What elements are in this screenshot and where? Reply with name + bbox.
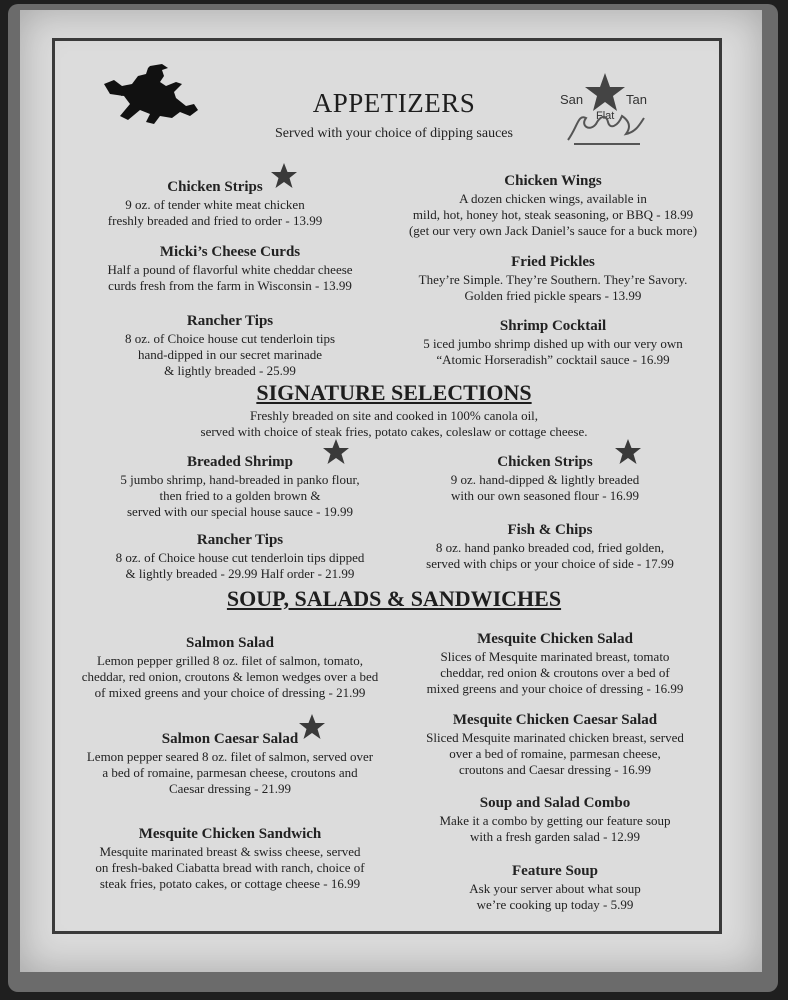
item-name: Rancher Tips bbox=[196, 532, 284, 548]
item-name: Soup and Salad Combo bbox=[479, 795, 631, 811]
item-description: “Atomic Horseradish” cocktail sauce - 16.99 bbox=[436, 352, 670, 367]
menu-item bbox=[80, 453, 400, 520]
item-description: with a fresh garden salad - 12.99 bbox=[469, 829, 641, 844]
item-description: Ask your server about what soup bbox=[469, 881, 641, 896]
item-description: Half a pound of flavorful white cheddar cheese bbox=[107, 262, 353, 277]
menu-item bbox=[60, 312, 400, 379]
item-description: with our own seasoned flour - 16.99 bbox=[450, 488, 640, 503]
menu-item bbox=[60, 730, 400, 797]
signature-subtitle: served with choice of steak fries, potato cakes, coleslaw or cottage cheese. bbox=[200, 424, 588, 439]
menu-item bbox=[60, 634, 400, 701]
item-name: Fish & Chips bbox=[507, 522, 593, 538]
menu-item bbox=[80, 531, 400, 582]
item-name: Salmon Salad bbox=[186, 635, 274, 651]
item-description: we’re cooking up today - 5.99 bbox=[476, 897, 634, 912]
item-description: a bed of romaine, parmesan cheese, croutons and bbox=[102, 765, 358, 780]
item-description: 5 iced jumbo shrimp dished up with our very own bbox=[423, 336, 683, 351]
item-description: over a bed of romaine, parmesan cheese, bbox=[449, 746, 661, 761]
item-description: (get our very own Jack Daniel’s sauce for a buck more) bbox=[408, 223, 698, 238]
item-description: served with chips or your choice of side - 17.99 bbox=[426, 556, 674, 571]
item-name: Chicken Wings bbox=[504, 173, 602, 189]
item-description: Mesquite marinated breast & swiss cheese, served bbox=[99, 844, 361, 859]
logo-word-tan: Tan bbox=[626, 92, 647, 107]
item-name: Chicken Strips bbox=[497, 454, 593, 470]
item-name: Rancher Tips bbox=[186, 313, 274, 329]
menu-item bbox=[368, 172, 738, 239]
menu-item bbox=[410, 794, 700, 845]
item-name: Mesquite Chicken Salad bbox=[477, 631, 633, 647]
logo-word-flat: Flat bbox=[596, 110, 615, 122]
menu-item bbox=[60, 178, 370, 229]
item-description: 8 oz. of Choice house cut tenderloin tips bbox=[124, 331, 336, 346]
menu-item bbox=[60, 243, 400, 294]
appetizers-subtitle: Served with your choice of dipping sauces bbox=[275, 126, 513, 141]
item-description: served with our special house sauce - 19.99 bbox=[127, 504, 353, 519]
item-description: hand-dipped in our secret marinade bbox=[137, 347, 323, 362]
item-description: Slices of Mesquite marinated breast, tomato bbox=[440, 649, 670, 664]
item-name: Salmon Caesar Salad bbox=[161, 731, 299, 747]
menu-item bbox=[378, 317, 728, 368]
item-description: A dozen chicken wings, available in bbox=[459, 191, 647, 206]
item-name: Breaded Shrimp bbox=[187, 454, 293, 470]
item-description: mixed greens and your choice of dressing - 16.99 bbox=[426, 681, 684, 696]
item-name: Feature Soup bbox=[512, 863, 598, 879]
menu-item bbox=[378, 253, 728, 304]
appetizers-title: APPETIZERS bbox=[312, 88, 476, 118]
item-description: croutons and Caesar dressing - 16.99 bbox=[458, 762, 652, 777]
item-description: Make it a combo by getting our feature soup bbox=[439, 813, 671, 828]
soup-salads-sandwiches-title: SOUP, SALADS & SANDWICHES bbox=[226, 586, 562, 611]
item-description: freshly breaded and fried to order - 13.99 bbox=[107, 213, 323, 228]
item-description: Caesar dressing - 21.99 bbox=[168, 781, 292, 796]
item-name: Shrimp Cocktail bbox=[499, 318, 607, 334]
menu-item bbox=[400, 711, 710, 778]
item-description: & lightly breaded - 29.99 Half order - 21.99 bbox=[125, 566, 355, 581]
menu-item bbox=[400, 521, 700, 572]
signature-subtitle: Freshly breaded on site and cooked in 100% canola oil, bbox=[249, 408, 539, 423]
item-description: 8 oz. of Choice house cut tenderloin tips dipped bbox=[115, 550, 365, 565]
item-description: Lemon pepper grilled 8 oz. filet of salmon, tomato, bbox=[96, 653, 364, 668]
item-description: Lemon pepper seared 8 oz. filet of salmon, served over bbox=[86, 749, 374, 764]
signature-star-icon bbox=[298, 713, 326, 741]
item-name: Fried Pickles bbox=[511, 254, 595, 270]
item-description: then fried to a golden brown & bbox=[159, 488, 321, 503]
item-description: curds fresh from the farm in Wisconsin - 13.99 bbox=[108, 278, 352, 293]
logo-word-san: San bbox=[560, 92, 584, 107]
signature-star-icon bbox=[322, 438, 350, 466]
menu-item bbox=[400, 630, 710, 697]
menu-item bbox=[400, 453, 690, 504]
item-description: steak fries, potato cakes, or cottage cheese - 16.99 bbox=[99, 876, 361, 891]
item-name: Micki’s Cheese Curds bbox=[159, 244, 301, 260]
item-name: Mesquite Chicken Sandwich bbox=[138, 826, 322, 842]
item-description: 8 oz. hand panko breaded cod, fried golden, bbox=[435, 540, 665, 555]
signature-star-icon bbox=[614, 438, 642, 466]
item-description: Golden fried pickle spears - 13.99 bbox=[464, 288, 642, 303]
item-name: Chicken Strips bbox=[167, 179, 263, 195]
item-description: mild, hot, honey hot, steak seasoning, or BBQ - 18.99 bbox=[412, 207, 694, 222]
item-name: Mesquite Chicken Caesar Salad bbox=[452, 712, 658, 728]
signature-selections-title: SIGNATURE SELECTIONS bbox=[256, 380, 532, 405]
item-description: on fresh-baked Ciabatta bread with ranch, choice of bbox=[95, 860, 365, 875]
item-description: Sliced Mesquite marinated chicken breast, served bbox=[426, 730, 684, 745]
item-description: 5 jumbo shrimp, hand-breaded in panko flour, bbox=[120, 472, 360, 487]
item-description: & lightly breaded - 25.99 bbox=[164, 363, 296, 378]
item-description: of mixed greens and your choice of dressing - 21.99 bbox=[94, 685, 366, 700]
menu-item bbox=[410, 862, 700, 913]
signature-star-icon bbox=[270, 162, 298, 190]
menu-item bbox=[60, 825, 400, 892]
item-description: 9 oz. hand-dipped & lightly breaded bbox=[450, 472, 640, 487]
item-description: cheddar, red onion & croutons over a bed of bbox=[440, 665, 670, 680]
item-description: cheddar, red onion, croutons & lemon wedges over a bed bbox=[81, 669, 379, 684]
item-description: 9 oz. of tender white meat chicken bbox=[125, 197, 305, 212]
item-description: They’re Simple. They’re Southern. They’re Savory. bbox=[418, 272, 688, 287]
